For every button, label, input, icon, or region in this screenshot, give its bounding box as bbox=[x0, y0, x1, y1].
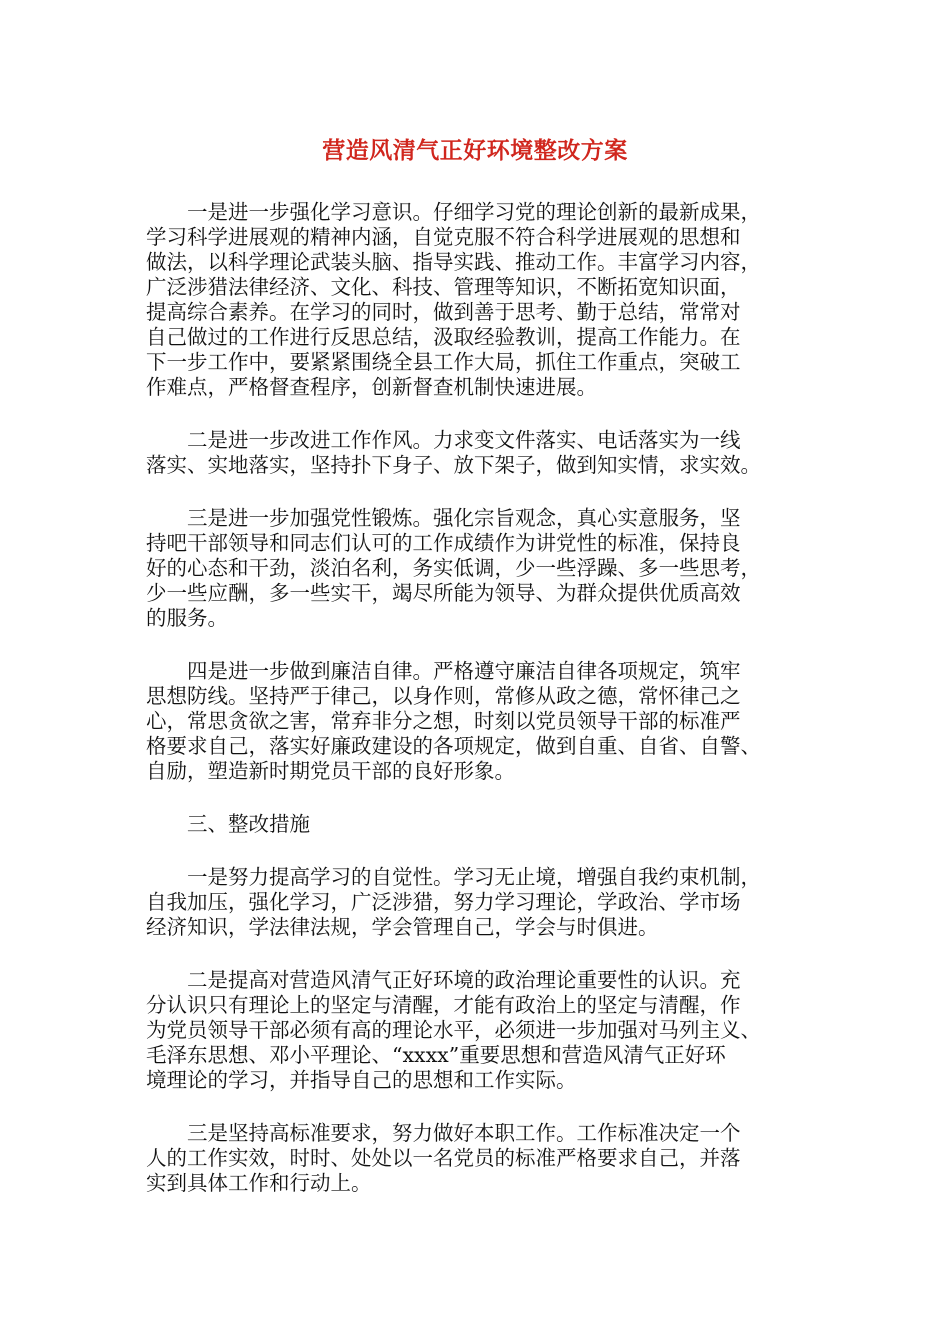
document-title: 营造风清气正好环境整改方案 bbox=[322, 138, 628, 164]
paragraph-1: 一是进一步强化学习意识。仔细学习党的理论创新的最新成果， 学习科学进展观的精神内涵，自觉克服不符合科学进展观的思想和 做法，以科学理论武装头脑、指导实践、推动工作。丰富学习内容， 广泛涉猎法律经济、文化、科技、管理等知识，不断拓宽知识面， 提高综合素养。在学习的同时，做到善于思考、勤于总结，常常对 自己做过的工作进行反思总结，汲取经验教训，提高工作能力。在 下一步工作中，要紧紧围绕全县工作大局，抓住工作重点，突破工 作难点，严格督查程序，创新督查机制快速进展。 bbox=[146, 200, 761, 399]
section-heading: 三、整改措施 bbox=[187, 812, 310, 836]
paragraph-6: 二是提高对营造风清气正好环境的政治理论重要性的认识。充 分认识只有理论上的坚定与清醒，才能有政治上的坚定与清醒，作 为党员领导干部必须有高的理论水平，必须进一步加强对马列主义、 毛泽东思想、邓小平理论、“xxxx”重要思想和营造风清气正好环 境理论的学习，并指导自己的思想和工作实际。 bbox=[146, 968, 761, 1092]
paragraph-4: 四是进一步做到廉洁自律。严格遵守廉洁自律各项规定，筑牢 思想防线。坚持严于律己，以身作则，常修从政之德，常怀律己之 心，常思贪欲之害，常弃非分之想，时刻以党员领导干部的标准严 格要求自己，落实好廉政建设的各项规定，做到自重、自省、自警、 自励，塑造新时期党员干部的良好形象。 bbox=[146, 659, 761, 783]
paragraph-5: 一是努力提高学习的自觉性。学习无止境，增强自我约束机制， 自我加压，强化学习，广泛涉猎，努力学习理论，学政治、学市场 经济知识，学法律法规，学会管理自己，学会与时俱进。 bbox=[146, 865, 761, 939]
paragraph-7: 三是坚持高标准要求，努力做好本职工作。工作标准决定一个 人的工作实效，时时、处处以一名党员的标准严格要求自己，并落 实到具体工作和行动上。 bbox=[146, 1121, 741, 1195]
paragraph-3: 三是进一步加强党性锻炼。强化宗旨观念，真心实意服务，坚 持吧干部领导和同志们认可的工作成绩作为讲党性的标准，保持良 好的心态和干劲，淡泊名利，务实低调，少一些浮躁、多一些思考， 少一些应酬，多一些实干，竭尽所能为领导、为群众提供优质高效 的服务。 bbox=[146, 506, 761, 630]
paragraph-2: 二是进一步改进工作作风。力求变文件落实、电话落实为一线 落实、实地落实，坚持扑下身子、放下架子，做到知实情，求实效。 bbox=[146, 428, 761, 477]
document-body bbox=[146, 200, 828, 1224]
